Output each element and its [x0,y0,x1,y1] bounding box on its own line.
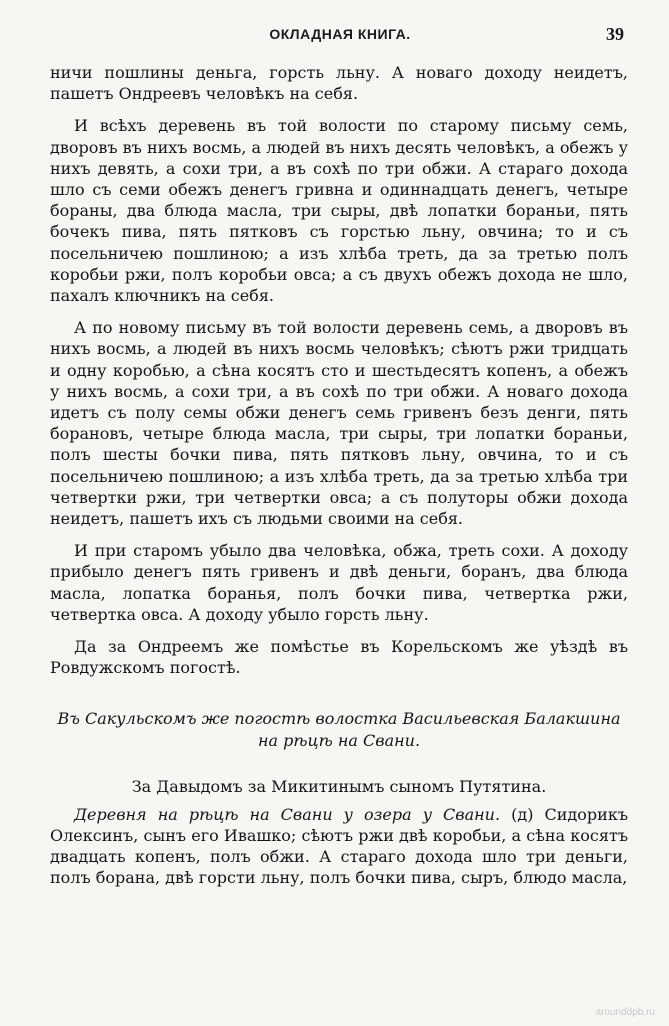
running-title: ОКЛАДНАЯ КНИГА. [269,26,411,42]
person-heading: За Давыдомъ за Микитинымъ сыномъ Путятина. [131,777,547,797]
page-number: 39 [606,24,624,44]
paragraph: И при старомъ убыло два человѣка, обжа, треть сохи. А доходу прибыло денегъ пять гривенъ и двѣ деньги, боранъ, два блюда масла, лопатка боранья, полъ бочки пива, четвертка ржи, четвертка овса. А доходу убыло горсть льну. [50,541,628,624]
paragraph-text: (д) Сидорикъ Олексинъ, сынъ его Ивашко; сѣютъ ржи двѣ коробьи, а сѣна косятъ двадцать копенъ, полъ обжи. А стараго дохода шло три деньги, полъ борана, двѣ горсти льну, полъ бочки пива, сыръ, блюдо масла, [50,804,628,888]
paragraph-lead: Деревня на рѣцѣ на Свани у озера у Свани. [74,804,501,824]
last-paragraph [50,804,628,889]
section-heading: Въ Сакульскомъ же погостѣ волостка Васильевская Балакшина на рѣцѣ на Свани. [57,709,621,751]
page-body [50,62,628,900]
paragraph: И всѣхъ деревень въ той волости по старому письму семь, дворовъ въ нихъ восмь, а людей въ нихъ десять человѣкъ, а обежъ у нихъ девять, а сохи три, а въ сохѣ по три обжи. А стараго дохода шло съ семи обежъ денегъ гривна и одиннадцать денегъ, четыре бораны, два блюда масла, три сыры, двѣ лопатки бораньи, пять бочекъ пива, пять пятковъ съ горстью льну, овчина; то и съ посельничею пошлиною; а изъ хлѣба треть, да за третью полъ коробьи ржи, полъ коробьи овса; а съ двухъ обежъ дохода не шло, пахалъ ключникъ на себя. [50,116,628,306]
page-header [56,26,624,46]
paragraph: ничи пошлины деньга, горсть льну. А новаго доходу неидетъ, пашетъ Ондреевъ человѣкъ на себя. [50,63,628,104]
paragraph: А по новому письму въ той волости деревень семь, а дворовъ въ нихъ восмь, а людей въ нихъ восмь человѣкъ; сѣютъ ржи тридцать и одну коробью, а сѣна косятъ сто и шестьдесятъ копенъ, а обежъ у нихъ восмь, а сохи три, а въ сохѣ по три обжи. А новаго дохода идетъ съ полу семы обжи денегъ семь гривенъ безъ денги, пять борановъ, четыре блюда масла, три сыры, три лопатки бораньи, полъ шесты бочки пива, пять пятковъ льну, овчина, то и съ посельничею пошлиною; а изъ хлѣба треть, да за третью хлѣба три четвертки ржи, три четвертки овса; а съ полуторы обжи дохода неидетъ, пашетъ ихъ съ людьми своими на себя. [50,318,628,529]
watermark: arounddpb.ru [595,1007,655,1018]
paragraph: Да за Ондреемъ же помѣстье въ Корельскомъ же уѣздѣ въ Ровдужскомъ погостѣ. [50,637,628,678]
